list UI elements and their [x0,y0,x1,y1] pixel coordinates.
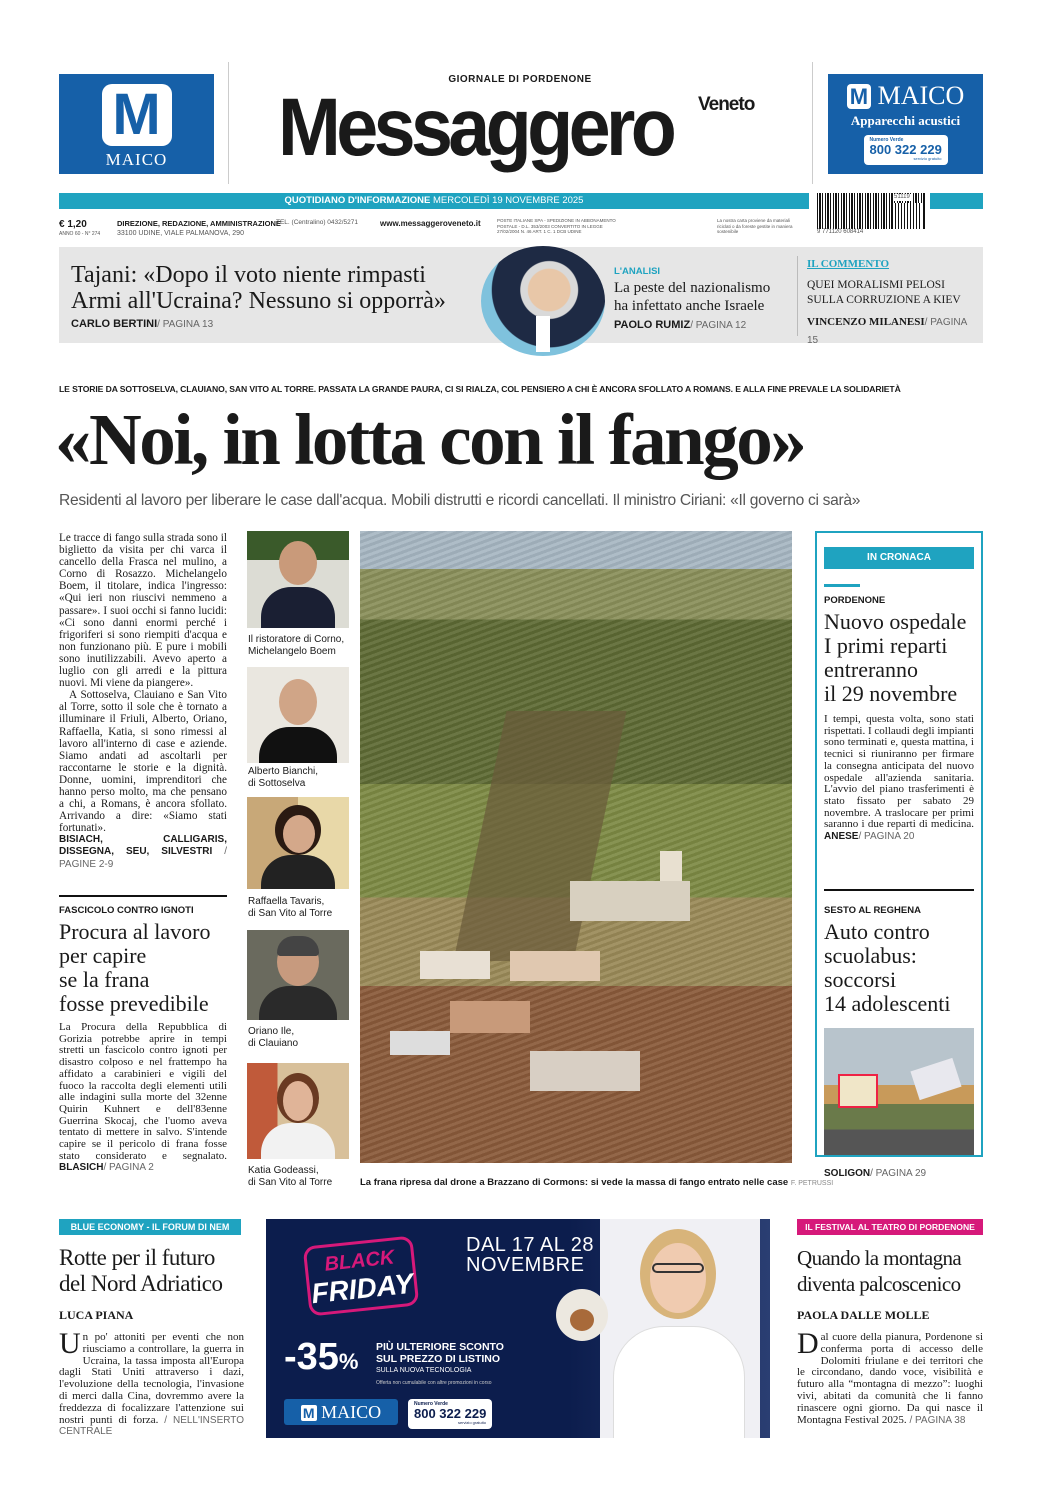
cronaca-divider [824,889,974,891]
main-photo-caption: La frana ripresa dal drone a Brazzano di Cormons: si vede la massa di fango entrato nelle case F. PETRUSSI [360,1177,834,1188]
procura-story[interactable] [59,905,227,1174]
issue: ANNO 60 - N° 274 [59,231,101,237]
bottom-left-body: n po' attoniti per eventi che non riusciamo a controllare, la guerra in Ucraina, la tassa imposta all'Europa dagli Stati Uniti attraverso i dazi, l'evoluzione della tecnologia, l'invasione di merci dalla Cina, dovremmo avere la freddezza di focalizzare l'attenzione sui nostri punti di forza. [59,1331,244,1426]
ad-maico-logo: M MAICO [284,1399,398,1425]
lead-page: / PAGINA 13 [157,319,214,330]
left-maico-logo[interactable] [59,74,214,174]
scuolabus-credit: SOLIGON/ PAGINA 29 [824,1168,927,1179]
hearing-aid-icon [556,1289,608,1341]
black-friday-ad[interactable] [266,1219,770,1438]
cronaca-a-body: I tempi, questa volta, sono stati rispettati. I collaudi degli impianti sono terminati e, questa mattina, i tecnici si riuniranno per firmare la consegna anticipata del nuovo ospedale all'azienda sanitaria. L'avvio del piano trasferimenti è stato fissato per sabato 29 novembre. A traslocare per primi saranno i due reparti di medicina. [824,713,974,831]
portrait-5[interactable] [247,1063,349,1159]
cronaca-b-title: Auto contro scuolabus: soccorsi 14 adolescenti [824,919,951,1016]
main-headline[interactable]: «Noi, in lotta con il fango» [55,399,805,480]
masthead-title: Messaggero [278,82,673,173]
bottom-right-page: / PAGINA 38 [909,1414,966,1426]
address: 33100 UDINE, VIALE PALMANOVA, 290 [117,230,244,237]
portrait-3[interactable] [247,797,349,889]
lead-title-1: Tajani: «Dopo il voto niente rimpasti [71,262,426,288]
bottom-left-page: / NELL'INSERTO CENTRALE [59,1414,244,1438]
black-friday-badge: BLACK FRIDAY [303,1235,420,1316]
maico-tagline: Apparecchi acustici [850,113,961,128]
address-title: DIREZIONE, REDAZIONE, AMMINISTRAZIONE [117,219,281,228]
cronaca-story-ospedale[interactable] [824,595,974,843]
comment-teaser[interactable] [807,258,979,348]
ad-phone-box: Numero Verde 800 322 229 servizio gratuito [408,1399,492,1429]
procura-rule [59,895,227,897]
main-body-p1: Le tracce di fango sulla strada sono il biglietto da visita per chi varca il cancello della Frasca nel mulino, a Corno di Rosazzo. Michelangelo Boem, il titolare, indica l'ingresso: «Qui ieri non riuscivi nemmeno a passare». I suoi occhi si fanno lucidi: «Ci sono danni enormi perché i frigoriferi si sono riempiti d'acqua e non funzionano più. E pure i mobili sono inutilizzabili. Avevo aperto a luglio con gli arredi e la pittura nuovi. Mi viene da piangere». [59,532,227,690]
postal-info: POSTE ITALIANE SPA - SPEDIZIONE IN ABBONAMENTO POSTALE - D.L. 353/2003 CONVERTITO IN LEGGE 27/02/2004 N. 46 ART. 1 C. 1 DCB UDINE [497,218,616,234]
maico-phone-box: Numero Verde 800 322 229 servizio gratuito [864,135,948,165]
cronaca-a-mark [824,584,860,587]
portrait-1[interactable] [247,531,349,628]
portrait-1-caption: Il ristoratore di Corno, Michelangelo Boem [248,634,345,657]
main-body-p2: A Sottoselva, Clauiano e San Vito al Torre, sotto il sole che è tornato a illuminare il Friuli, Alberto, Oriano, Raffaella, Katia, si sono rimessi al lavoro all'interno di case e aziende. Siamo andati ad ascoltarli per raccontarne le storie e la dignità. Donne, uomini, imprenditori che hanno perso molto, ma che pensano a chi, a Romans, è ancora sfollato. Arrivando a dire: «Siamo stati fortunati». [59,689,227,835]
bottom-right-story[interactable] [797,1245,983,1426]
ad-dates: DAL 17 AL 28 NOVEMBRE [466,1234,594,1276]
comment-author: VINCENZO MILANESI [807,316,925,328]
cronaca-a-title: Nuovo ospedale I primi reparti entreranno il 29 novembre [824,609,967,706]
main-overline: LE STORIE DA SOTTOSELVA, CLAUIANO, SAN VITO AL TORRE. PASSATA LA GRANDE PAURA, CI SI RIALZA, COL PENSIERO A CHI È ANCORA SFOLLATO A ROMANS. E ALLA FINE PREVALE LA SOLIDARIETÀ [59,384,901,394]
maico-m-icon: M [102,84,172,146]
masthead-sub: Veneto [698,94,755,115]
masthead[interactable] [278,78,758,178]
procura-title: Procura al lavoro per capire se la frana fosse prevedibile [59,919,211,1016]
portrait-5-caption: Katia Godeassi, di San Vito al Torre [248,1165,333,1188]
main-photo-landslide[interactable] [360,531,792,1163]
maico-brand: MAICO [877,81,965,110]
festival-tag: IL FESTIVAL AL TEATRO DI PORDENONE [797,1219,983,1235]
maico-m-icon-small: M [847,84,871,109]
comment-kicker: IL COMMENTO [807,258,890,270]
bottom-right-author: PAOLA DALLE MOLLE [797,1308,930,1322]
cronaca-story-scuolabus[interactable] [824,905,974,1016]
website[interactable]: www.messaggeroveneto.it [380,219,481,228]
portrait-2-caption: Alberto Bianchi, di Sottoselva [248,766,319,789]
ad-model-woman [600,1219,760,1438]
procura-body: La Procura della Repubblica di Gorizia potrebbe aprire in tempi stretti un fascicolo contro ignoti per disastro colposo e nel frattempo ha affidato a carabinieri e vigili del fuoco la raccolta degli elementi utili alle indagini sulla morte del 32enne Quirin Kuhnert e dell'83enne Guerrina Skocaj, che l'uomo aveva tentato di mettere in salvo. S'intende capire se il pericolo di frana fosse stato considerato e segnalato. [59,1021,227,1162]
barcode-number: 9 771120 608414 [817,229,864,235]
cronaca-b-kicker: SESTO AL REGHENA [824,905,921,916]
bottom-left-author: LUCA PIANA [59,1308,134,1322]
portrait-3-caption: Raffaella Tavaris, di San Vito al Torre [248,896,333,919]
analysis-kicker: L'ANALISI [614,266,661,277]
lead-author: CARLO BERTINI [71,318,158,330]
procura-page: / PAGINA 2 [103,1162,154,1174]
dateline-bar: QUOTIDIANO D'INFORMAZIONE MERCOLEDÌ 19 NOVEMBRE 2025 [59,193,809,209]
cronaca-tag: IN CRONACA [824,547,974,569]
main-subhead: Residenti al lavoro per liberare le case dall'acqua. Mobili distrutti e ricordi cancellati. Il ministro Ciriani: «Il governo ci sarà» [59,492,861,509]
procura-author: BLASICH [59,1162,104,1174]
scuolabus-photo[interactable] [824,1028,974,1155]
bottom-right-body: al cuore della pianura, Pordenone si conferma porta di accesso delle Dolomiti friulane e dei territori che le circondano, dando voce, visibilità e futuro alla “montagna di mezzo”: luoghi vivi, abitati da comunità che li fanno rinascere ogni giorno. Da qui nasce il Montagna Festival 2025. [797,1331,983,1426]
bottom-left-title: Rotte per il futuro del Nord Adriatico [59,1245,223,1296]
analysis-author: PAOLO RUMIZ [614,319,691,331]
cronaca-a-kicker: PORDENONE [824,595,886,606]
bottom-left-dropcap: U [59,1327,81,1360]
ad-offer: PIÙ ULTERIORE SCONTO SUL PREZZO DI LISTINO SULLA NUOVA TECNOLOGIA Offerta non cumulabile con altre promozioni in corso [376,1341,504,1386]
bottom-right-title: Quando la montagna diventa palcoscenico [797,1246,962,1296]
main-pages: / PAGINE 2-9 [59,846,228,870]
blue-economy-tag: BLUE ECONOMY - IL FORUM DI NEM [59,1219,241,1235]
comment-page: / PAGINA 15 [807,317,967,346]
bottom-left-story[interactable] [59,1245,244,1438]
portrait-2[interactable] [247,667,349,763]
analysis-teaser[interactable] [614,266,789,333]
paper-note: La nostra carta proviene da materiali riciclati o da foreste gestite in maniera sostenibile [717,218,793,234]
price: € 1,20 [59,219,87,230]
barcode-code: 51119 [894,194,910,200]
tajani-photo [481,246,605,356]
main-authors: BISIACH, CALLIGARIS, DISSEGNA, SEU, SILVESTRI [59,834,227,858]
lead-title-2: Armi all'Ucraina? Nessuno si opporrà» [71,288,446,314]
corner-teal [930,193,983,209]
masthead-divider-left [228,62,229,184]
strip-divider [797,256,798,336]
cronaca-a-author: ANESE [824,831,859,843]
lead-teaser[interactable] [71,262,491,332]
bottom-right-dropcap: D [797,1327,819,1360]
cronaca-a-page: / PAGINA 20 [858,831,915,843]
supertitle: GIORNALE DI PORDENONE [448,74,592,85]
barcode-2 [892,203,922,229]
analysis-title-1: La peste del nazionalismo [614,280,771,296]
main-body [59,532,227,871]
maico-wordmark: MAICO [105,150,168,169]
analysis-title-2: ha infettato anche Israele [614,298,765,314]
ad-discount: -35% [284,1336,359,1378]
portrait-4[interactable] [247,930,349,1020]
procura-kicker: FASCICOLO CONTRO IGNOTI [59,905,194,916]
comment-title-2: SULLA CORRUZIONE A KIEV [807,294,961,306]
comment-title-1: QUEI MORALISMI PELOSI [807,279,945,291]
portrait-4-caption: Oriano Ile, di Clauiano [248,1026,299,1049]
right-maico-ad[interactable] [828,74,983,174]
masthead-divider-right [812,62,813,184]
analysis-page: / PAGINA 12 [690,320,747,331]
phone: TEL. (Centralino) 0432/5271 [276,219,359,226]
